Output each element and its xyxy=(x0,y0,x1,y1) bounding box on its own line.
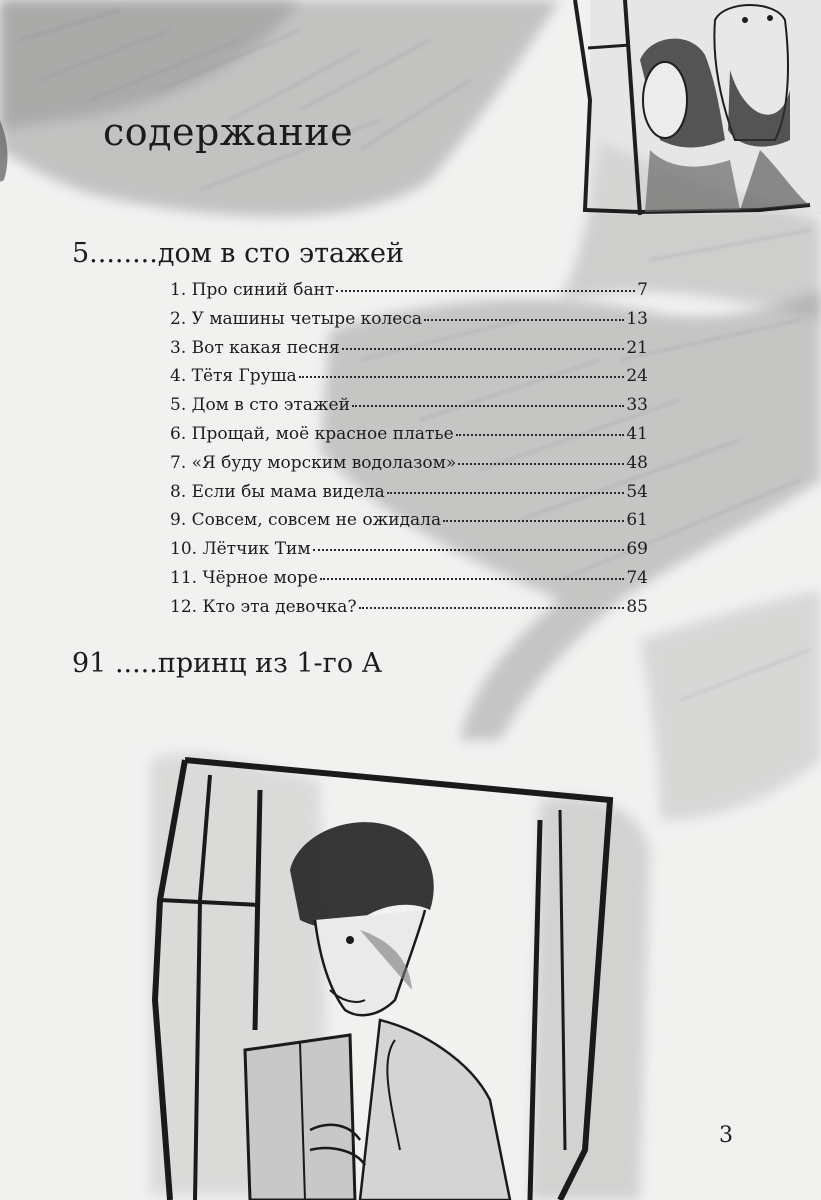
toc-entry-title: 3. Вот какая песня xyxy=(170,337,340,358)
dot-leader xyxy=(387,491,625,494)
dot-leader xyxy=(299,375,625,378)
toc-entry-title: 2. У машины четыре колеса xyxy=(170,308,423,329)
dot-leader xyxy=(443,519,624,522)
toc-entry xyxy=(170,535,648,564)
toc-entry-page: 48 xyxy=(626,452,648,473)
toc-entry xyxy=(170,506,648,535)
dot-leader xyxy=(458,462,624,465)
toc-entry-title: 12. Кто эта девочка? xyxy=(170,596,357,617)
toc-entry xyxy=(170,362,648,391)
page-title: содержание xyxy=(103,110,354,154)
dot-leader xyxy=(424,318,624,321)
toc-entry xyxy=(170,305,648,334)
dot-leader xyxy=(352,404,624,407)
toc-entry-page: 13 xyxy=(626,308,648,329)
toc-entry xyxy=(170,593,648,622)
toc-entry-page: 85 xyxy=(626,596,648,617)
toc-entry-page: 74 xyxy=(626,567,648,588)
window-couple-drawing xyxy=(575,0,821,215)
dot-leader xyxy=(456,433,625,436)
toc-entry-page: 33 xyxy=(626,395,648,416)
dot-leader xyxy=(320,577,624,580)
toc-entry xyxy=(170,478,648,507)
dot-leader xyxy=(359,606,625,609)
toc-entry xyxy=(170,420,648,449)
page-number: 3 xyxy=(719,1123,733,1148)
toc-entry-title: 4. Тётя Груша xyxy=(170,366,297,387)
toc-entry-page: 41 xyxy=(626,423,648,444)
toc-entry xyxy=(170,564,648,593)
toc-list xyxy=(170,276,648,622)
toc-entry-title: 5. Дом в сто этажей xyxy=(170,395,350,416)
toc-entry-page: 21 xyxy=(626,337,648,358)
toc-entry-title: 10. Лётчик Тим xyxy=(170,539,311,560)
dot-leader xyxy=(313,548,625,551)
toc-entry-page: 61 xyxy=(626,510,648,531)
toc-entry-title: 8. Если бы мама видела xyxy=(170,481,385,502)
dot-leader xyxy=(342,347,625,350)
toc-entry-title: 11. Чёрное море xyxy=(170,567,318,588)
section-heading-1: 5........дом в сто этажей xyxy=(72,238,404,269)
toc-entry-page: 7 xyxy=(637,280,648,300)
window-boy-reading-drawing xyxy=(150,753,650,1200)
toc-entry-page: 69 xyxy=(626,539,648,560)
toc-entry-title: 9. Совсем, совсем не ожидала xyxy=(170,510,442,531)
toc-entry xyxy=(170,334,648,363)
toc-entry-title: 1. Про синий бант xyxy=(170,280,335,300)
toc-entry-page: 54 xyxy=(626,481,648,502)
toc-entry xyxy=(170,276,648,305)
dot-leader xyxy=(336,289,635,292)
section-heading-2: 91 .....принц из 1-го А xyxy=(72,648,383,679)
toc-entry xyxy=(170,391,648,420)
toc-entry-title: 7. «Я буду морским водолазом» xyxy=(170,452,457,473)
toc-entry-title: 6. Прощай, моё красное платье xyxy=(170,423,454,444)
toc-entry-page: 24 xyxy=(626,366,648,387)
toc-entry xyxy=(170,449,648,478)
